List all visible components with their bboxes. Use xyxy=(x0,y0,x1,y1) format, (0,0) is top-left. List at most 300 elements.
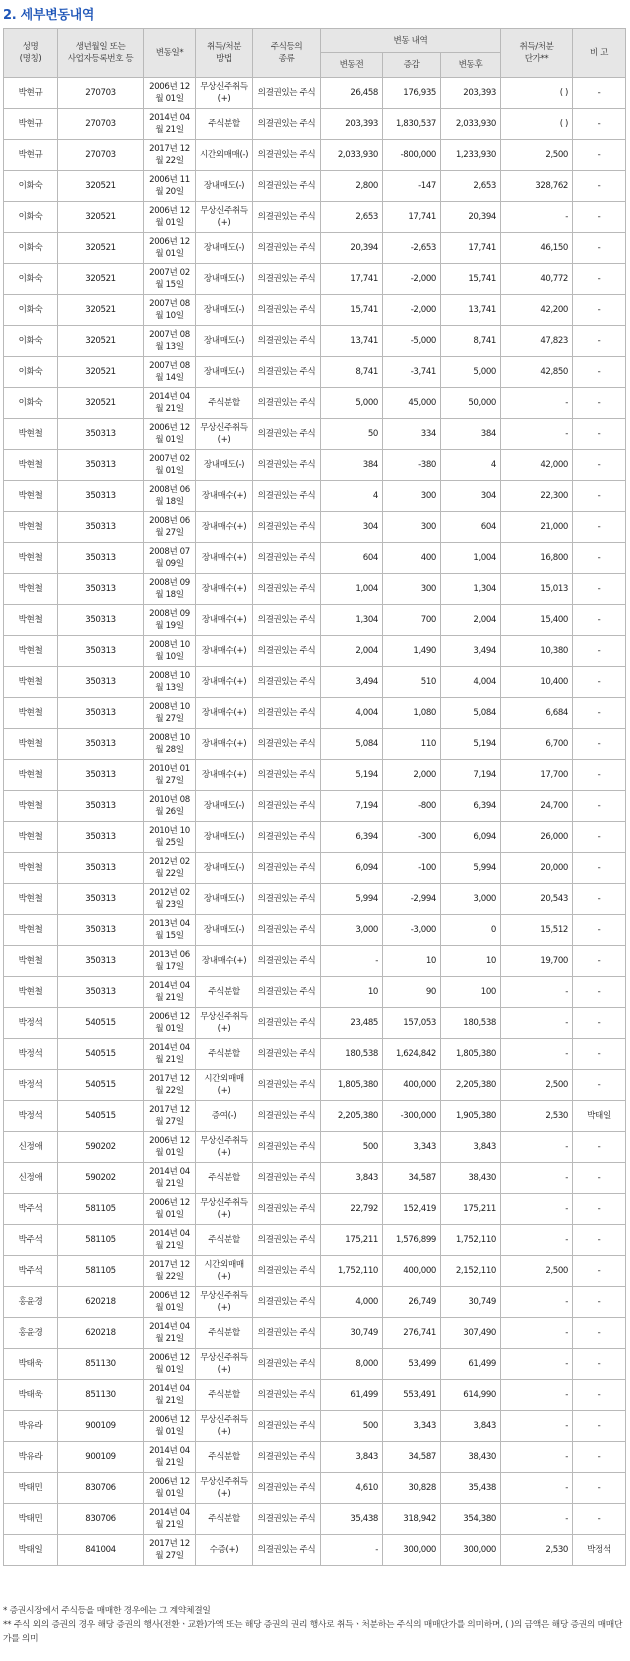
cell-note: 박태일 xyxy=(573,1101,626,1132)
cell-delta: 30,828 xyxy=(383,1473,441,1504)
cell-after: 5,084 xyxy=(441,698,501,729)
table-row xyxy=(4,109,626,140)
cell-before: 61,499 xyxy=(321,1380,383,1411)
cell-price: - xyxy=(501,1163,573,1194)
cell-birth: 320521 xyxy=(58,295,144,326)
cell-kind: 의결권있는 주식 xyxy=(253,109,321,140)
cell-method: 주식분할 xyxy=(196,977,253,1008)
table-row xyxy=(4,1380,626,1411)
cell-birth: 540515 xyxy=(58,1101,144,1132)
cell-after: 5,994 xyxy=(441,853,501,884)
cell-before: 2,653 xyxy=(321,202,383,233)
cell-delta: 34,587 xyxy=(383,1442,441,1473)
cell-name: 신정애 xyxy=(4,1163,58,1194)
cell-after: 0 xyxy=(441,915,501,946)
cell-after: 300,000 xyxy=(441,1535,501,1566)
cell-delta: 3,343 xyxy=(383,1132,441,1163)
header-date: 변동일* xyxy=(144,29,196,78)
cell-price: - xyxy=(501,1039,573,1070)
cell-name: 이화숙 xyxy=(4,264,58,295)
cell-after: 1,752,110 xyxy=(441,1225,501,1256)
header-method: 취득/처분 방법 xyxy=(196,29,253,78)
cell-note: - xyxy=(573,977,626,1008)
cell-birth: 350313 xyxy=(58,760,144,791)
cell-method: 시간외매매(+) xyxy=(196,1256,253,1287)
cell-note: - xyxy=(573,1318,626,1349)
cell-method: 장내매도(-) xyxy=(196,915,253,946)
cell-date: 2008년 06월 18일 xyxy=(144,481,196,512)
table-row xyxy=(4,1411,626,1442)
cell-before: - xyxy=(321,1535,383,1566)
cell-name: 박현철 xyxy=(4,760,58,791)
cell-note: - xyxy=(573,1225,626,1256)
cell-note: - xyxy=(573,1442,626,1473)
cell-method: 장내매수(+) xyxy=(196,729,253,760)
table-row xyxy=(4,884,626,915)
table-row xyxy=(4,977,626,1008)
cell-delta: -2,994 xyxy=(383,884,441,915)
cell-note: - xyxy=(573,884,626,915)
cell-delta: 2,000 xyxy=(383,760,441,791)
cell-before: 3,843 xyxy=(321,1442,383,1473)
cell-after: 5,000 xyxy=(441,357,501,388)
cell-price: 2,500 xyxy=(501,1070,573,1101)
cell-price: - xyxy=(501,1287,573,1318)
cell-note: - xyxy=(573,853,626,884)
cell-name: 박현철 xyxy=(4,419,58,450)
cell-name: 박현철 xyxy=(4,884,58,915)
cell-kind: 의결권있는 주식 xyxy=(253,977,321,1008)
cell-note: - xyxy=(573,1411,626,1442)
cell-method: 장내매수(+) xyxy=(196,946,253,977)
cell-name: 이화숙 xyxy=(4,388,58,419)
cell-before: 180,538 xyxy=(321,1039,383,1070)
cell-after: 2,004 xyxy=(441,605,501,636)
cell-note: - xyxy=(573,1194,626,1225)
cell-before: 304 xyxy=(321,512,383,543)
cell-delta: 10 xyxy=(383,946,441,977)
cell-name: 박정석 xyxy=(4,1101,58,1132)
cell-name: 박태민 xyxy=(4,1473,58,1504)
cell-note: - xyxy=(573,1008,626,1039)
cell-method: 무상신주취득(+) xyxy=(196,78,253,109)
cell-date: 2008년 09월 18일 xyxy=(144,574,196,605)
cell-price: 6,684 xyxy=(501,698,573,729)
cell-after: 2,205,380 xyxy=(441,1070,501,1101)
cell-before: 8,741 xyxy=(321,357,383,388)
table-row xyxy=(4,233,626,264)
cell-kind: 의결권있는 주식 xyxy=(253,1504,321,1535)
table-row xyxy=(4,419,626,450)
cell-kind: 의결권있는 주식 xyxy=(253,1039,321,1070)
cell-method: 무상신주취득(+) xyxy=(196,1008,253,1039)
cell-delta: 45,000 xyxy=(383,388,441,419)
cell-birth: 830706 xyxy=(58,1504,144,1535)
cell-date: 2014년 04월 21일 xyxy=(144,1225,196,1256)
cell-birth: 540515 xyxy=(58,1008,144,1039)
cell-birth: 320521 xyxy=(58,202,144,233)
cell-birth: 350313 xyxy=(58,636,144,667)
table-row xyxy=(4,1442,626,1473)
cell-birth: 841004 xyxy=(58,1535,144,1566)
cell-date: 2017년 12월 22일 xyxy=(144,140,196,171)
table-row xyxy=(4,1287,626,1318)
cell-kind: 의결권있는 주식 xyxy=(253,1535,321,1566)
cell-before: 35,438 xyxy=(321,1504,383,1535)
cell-price: 15,400 xyxy=(501,605,573,636)
table-row xyxy=(4,605,626,636)
table-row xyxy=(4,1535,626,1566)
cell-date: 2017년 12월 27일 xyxy=(144,1101,196,1132)
cell-note: - xyxy=(573,1163,626,1194)
cell-price: 40,772 xyxy=(501,264,573,295)
table-row xyxy=(4,698,626,729)
cell-date: 2006년 12월 01일 xyxy=(144,202,196,233)
cell-after: 203,393 xyxy=(441,78,501,109)
cell-price: ( ) xyxy=(501,78,573,109)
cell-price: - xyxy=(501,977,573,1008)
cell-name: 박현규 xyxy=(4,78,58,109)
cell-kind: 의결권있는 주식 xyxy=(253,822,321,853)
cell-date: 2014년 04월 21일 xyxy=(144,1504,196,1535)
cell-kind: 의결권있는 주식 xyxy=(253,574,321,605)
cell-before: 1,004 xyxy=(321,574,383,605)
cell-birth: 350313 xyxy=(58,450,144,481)
cell-kind: 의결권있는 주식 xyxy=(253,202,321,233)
cell-after: 50,000 xyxy=(441,388,501,419)
cell-before: 2,800 xyxy=(321,171,383,202)
table-row xyxy=(4,760,626,791)
cell-delta: 510 xyxy=(383,667,441,698)
cell-note: - xyxy=(573,326,626,357)
cell-name: 이화숙 xyxy=(4,171,58,202)
cell-method: 수증(+) xyxy=(196,1535,253,1566)
table-row xyxy=(4,729,626,760)
cell-method: 장내매도(-) xyxy=(196,791,253,822)
cell-birth: 350313 xyxy=(58,667,144,698)
table-row xyxy=(4,853,626,884)
cell-kind: 의결권있는 주식 xyxy=(253,667,321,698)
cell-birth: 320521 xyxy=(58,388,144,419)
cell-before: 3,000 xyxy=(321,915,383,946)
cell-price: 46,150 xyxy=(501,233,573,264)
table-row xyxy=(4,667,626,698)
cell-method: 장내매수(+) xyxy=(196,574,253,605)
cell-name: 박정석 xyxy=(4,1070,58,1101)
cell-after: 15,741 xyxy=(441,264,501,295)
table-row xyxy=(4,388,626,419)
cell-price: 42,200 xyxy=(501,295,573,326)
cell-note: - xyxy=(573,1287,626,1318)
cell-name: 박현철 xyxy=(4,915,58,946)
cell-date: 2017년 12월 27일 xyxy=(144,1535,196,1566)
cell-price: 15,013 xyxy=(501,574,573,605)
table-row xyxy=(4,1318,626,1349)
cell-before: 5,084 xyxy=(321,729,383,760)
cell-after: 17,741 xyxy=(441,233,501,264)
cell-before: 17,741 xyxy=(321,264,383,295)
header-name: 성명 (명칭) xyxy=(4,29,58,78)
cell-note: - xyxy=(573,636,626,667)
cell-kind: 의결권있는 주식 xyxy=(253,326,321,357)
cell-delta: 1,830,537 xyxy=(383,109,441,140)
table-row xyxy=(4,946,626,977)
cell-name: 이화숙 xyxy=(4,233,58,264)
cell-after: 3,843 xyxy=(441,1411,501,1442)
cell-price: 47,823 xyxy=(501,326,573,357)
table-row xyxy=(4,1194,626,1225)
cell-before: 2,033,930 xyxy=(321,140,383,171)
cell-name: 이화숙 xyxy=(4,295,58,326)
cell-date: 2007년 08월 14일 xyxy=(144,357,196,388)
cell-date: 2006년 11월 20일 xyxy=(144,171,196,202)
cell-name: 박현철 xyxy=(4,636,58,667)
cell-kind: 의결권있는 주식 xyxy=(253,1380,321,1411)
cell-method: 장내매도(-) xyxy=(196,233,253,264)
cell-date: 2007년 08월 13일 xyxy=(144,326,196,357)
cell-birth: 320521 xyxy=(58,233,144,264)
cell-price: 15,512 xyxy=(501,915,573,946)
cell-after: 3,843 xyxy=(441,1132,501,1163)
cell-after: 3,000 xyxy=(441,884,501,915)
table-row xyxy=(4,450,626,481)
cell-date: 2006년 12월 01일 xyxy=(144,1287,196,1318)
cell-kind: 의결권있는 주식 xyxy=(253,729,321,760)
cell-method: 주식분할 xyxy=(196,1039,253,1070)
cell-delta: -2,653 xyxy=(383,233,441,264)
cell-method: 주식분할 xyxy=(196,1442,253,1473)
cell-name: 이화숙 xyxy=(4,357,58,388)
cell-birth: 900109 xyxy=(58,1411,144,1442)
cell-date: 2008년 10월 10일 xyxy=(144,636,196,667)
cell-after: 304 xyxy=(441,481,501,512)
cell-delta: -100 xyxy=(383,853,441,884)
cell-before: 10 xyxy=(321,977,383,1008)
cell-before: 4,004 xyxy=(321,698,383,729)
cell-birth: 270703 xyxy=(58,109,144,140)
table-row xyxy=(4,574,626,605)
cell-before: 2,004 xyxy=(321,636,383,667)
cell-delta: 300 xyxy=(383,512,441,543)
table-row xyxy=(4,791,626,822)
cell-after: 1,805,380 xyxy=(441,1039,501,1070)
cell-method: 장내매수(+) xyxy=(196,481,253,512)
cell-delta: -300 xyxy=(383,822,441,853)
cell-after: 1,233,930 xyxy=(441,140,501,171)
cell-delta: 400 xyxy=(383,543,441,574)
cell-date: 2006년 12월 01일 xyxy=(144,419,196,450)
cell-name: 이화숙 xyxy=(4,326,58,357)
cell-before: 4,610 xyxy=(321,1473,383,1504)
cell-after: 35,438 xyxy=(441,1473,501,1504)
cell-date: 2006년 12월 01일 xyxy=(144,1411,196,1442)
table-row xyxy=(4,915,626,946)
cell-price: - xyxy=(501,1318,573,1349)
cell-price: - xyxy=(501,1225,573,1256)
header-note: 비 고 xyxy=(573,29,626,78)
cell-date: 2010년 10월 25일 xyxy=(144,822,196,853)
cell-method: 무상신주취득(+) xyxy=(196,1132,253,1163)
cell-birth: 540515 xyxy=(58,1070,144,1101)
share-change-table xyxy=(3,28,626,1566)
cell-method: 주식분할 xyxy=(196,1163,253,1194)
cell-birth: 270703 xyxy=(58,140,144,171)
cell-note: - xyxy=(573,171,626,202)
cell-method: 주식분할 xyxy=(196,1225,253,1256)
cell-birth: 320521 xyxy=(58,357,144,388)
cell-price: - xyxy=(501,1132,573,1163)
cell-date: 2014년 04월 21일 xyxy=(144,977,196,1008)
cell-kind: 의결권있는 주식 xyxy=(253,419,321,450)
cell-name: 박태욱 xyxy=(4,1380,58,1411)
cell-name: 박태욱 xyxy=(4,1349,58,1380)
cell-after: 614,990 xyxy=(441,1380,501,1411)
cell-birth: 581105 xyxy=(58,1194,144,1225)
table-row xyxy=(4,481,626,512)
table-row xyxy=(4,202,626,233)
cell-name: 박현철 xyxy=(4,605,58,636)
cell-date: 2017년 12월 22일 xyxy=(144,1256,196,1287)
cell-birth: 320521 xyxy=(58,326,144,357)
cell-after: 604 xyxy=(441,512,501,543)
cell-before: 500 xyxy=(321,1411,383,1442)
cell-after: 6,394 xyxy=(441,791,501,822)
table-row xyxy=(4,140,626,171)
table-body xyxy=(4,78,626,1566)
cell-before: 175,211 xyxy=(321,1225,383,1256)
cell-price: ( ) xyxy=(501,109,573,140)
cell-date: 2008년 10월 28일 xyxy=(144,729,196,760)
cell-name: 박현철 xyxy=(4,946,58,977)
cell-birth: 350313 xyxy=(58,543,144,574)
cell-delta: -380 xyxy=(383,450,441,481)
cell-method: 장내매도(-) xyxy=(196,295,253,326)
cell-date: 2008년 06월 27일 xyxy=(144,512,196,543)
cell-method: 장내매수(+) xyxy=(196,698,253,729)
cell-delta: 300 xyxy=(383,574,441,605)
cell-kind: 의결권있는 주식 xyxy=(253,357,321,388)
cell-name: 이화숙 xyxy=(4,202,58,233)
cell-date: 2013년 04월 15일 xyxy=(144,915,196,946)
cell-date: 2006년 12월 01일 xyxy=(144,78,196,109)
cell-name: 박현철 xyxy=(4,481,58,512)
cell-note: - xyxy=(573,78,626,109)
cell-date: 2014년 04월 21일 xyxy=(144,1318,196,1349)
cell-method: 장내매도(-) xyxy=(196,171,253,202)
table-row xyxy=(4,543,626,574)
cell-before: 5,000 xyxy=(321,388,383,419)
cell-price: - xyxy=(501,1473,573,1504)
cell-after: 30,749 xyxy=(441,1287,501,1318)
cell-price: 16,800 xyxy=(501,543,573,574)
cell-note: - xyxy=(573,605,626,636)
cell-kind: 의결권있는 주식 xyxy=(253,1287,321,1318)
cell-method: 주식분할 xyxy=(196,1318,253,1349)
cell-date: 2008년 09월 19일 xyxy=(144,605,196,636)
cell-delta: 300 xyxy=(383,481,441,512)
cell-delta: 1,080 xyxy=(383,698,441,729)
cell-kind: 의결권있는 주식 xyxy=(253,946,321,977)
cell-price: - xyxy=(501,1504,573,1535)
cell-birth: 350313 xyxy=(58,729,144,760)
cell-name: 박현철 xyxy=(4,512,58,543)
cell-after: 1,004 xyxy=(441,543,501,574)
cell-kind: 의결권있는 주식 xyxy=(253,760,321,791)
cell-date: 2010년 01월 27일 xyxy=(144,760,196,791)
cell-kind: 의결권있는 주식 xyxy=(253,1442,321,1473)
cell-kind: 의결권있는 주식 xyxy=(253,1163,321,1194)
cell-date: 2006년 12월 01일 xyxy=(144,1349,196,1380)
cell-birth: 350313 xyxy=(58,419,144,450)
table-row xyxy=(4,1349,626,1380)
cell-delta: -3,000 xyxy=(383,915,441,946)
cell-after: 5,194 xyxy=(441,729,501,760)
cell-note: - xyxy=(573,574,626,605)
cell-birth: 350313 xyxy=(58,915,144,946)
cell-birth: 350313 xyxy=(58,853,144,884)
cell-note: - xyxy=(573,729,626,760)
cell-note: - xyxy=(573,822,626,853)
header-delta: 증감 xyxy=(383,53,441,78)
cell-delta: 334 xyxy=(383,419,441,450)
cell-after: 38,430 xyxy=(441,1442,501,1473)
cell-note: - xyxy=(573,1473,626,1504)
cell-birth: 350313 xyxy=(58,698,144,729)
cell-delta: 400,000 xyxy=(383,1256,441,1287)
cell-kind: 의결권있는 주식 xyxy=(253,78,321,109)
cell-method: 장내매도(-) xyxy=(196,450,253,481)
cell-kind: 의결권있는 주식 xyxy=(253,450,321,481)
cell-before: 8,000 xyxy=(321,1349,383,1380)
cell-note: - xyxy=(573,233,626,264)
table-row xyxy=(4,1101,626,1132)
cell-after: 4 xyxy=(441,450,501,481)
cell-note: - xyxy=(573,543,626,574)
cell-delta: 3,343 xyxy=(383,1411,441,1442)
cell-date: 2014년 04월 21일 xyxy=(144,1442,196,1473)
cell-name: 홍윤경 xyxy=(4,1287,58,1318)
cell-date: 2006년 12월 01일 xyxy=(144,1132,196,1163)
cell-method: 주식분할 xyxy=(196,388,253,419)
cell-before: 4,000 xyxy=(321,1287,383,1318)
cell-birth: 620218 xyxy=(58,1287,144,1318)
cell-price: 20,543 xyxy=(501,884,573,915)
cell-before: 22,792 xyxy=(321,1194,383,1225)
cell-method: 주식분할 xyxy=(196,1380,253,1411)
cell-note: - xyxy=(573,388,626,419)
cell-kind: 의결권있는 주식 xyxy=(253,1132,321,1163)
cell-method: 무상신주취득(+) xyxy=(196,1194,253,1225)
cell-name: 박유라 xyxy=(4,1411,58,1442)
header-birth: 생년월일 또는 사업자등록번호 등 xyxy=(58,29,144,78)
cell-kind: 의결권있는 주식 xyxy=(253,543,321,574)
cell-date: 2014년 04월 21일 xyxy=(144,1380,196,1411)
cell-date: 2012년 02월 23일 xyxy=(144,884,196,915)
cell-before: 50 xyxy=(321,419,383,450)
table-row xyxy=(4,1163,626,1194)
cell-price: 328,762 xyxy=(501,171,573,202)
cell-before: 5,194 xyxy=(321,760,383,791)
cell-birth: 350313 xyxy=(58,791,144,822)
cell-after: 10 xyxy=(441,946,501,977)
cell-date: 2014년 04월 21일 xyxy=(144,1039,196,1070)
cell-name: 박현철 xyxy=(4,822,58,853)
cell-price: 21,000 xyxy=(501,512,573,543)
cell-delta: 553,491 xyxy=(383,1380,441,1411)
header-change-group: 변동 내역 xyxy=(321,29,501,53)
cell-price: 42,850 xyxy=(501,357,573,388)
cell-kind: 의결권있는 주식 xyxy=(253,915,321,946)
